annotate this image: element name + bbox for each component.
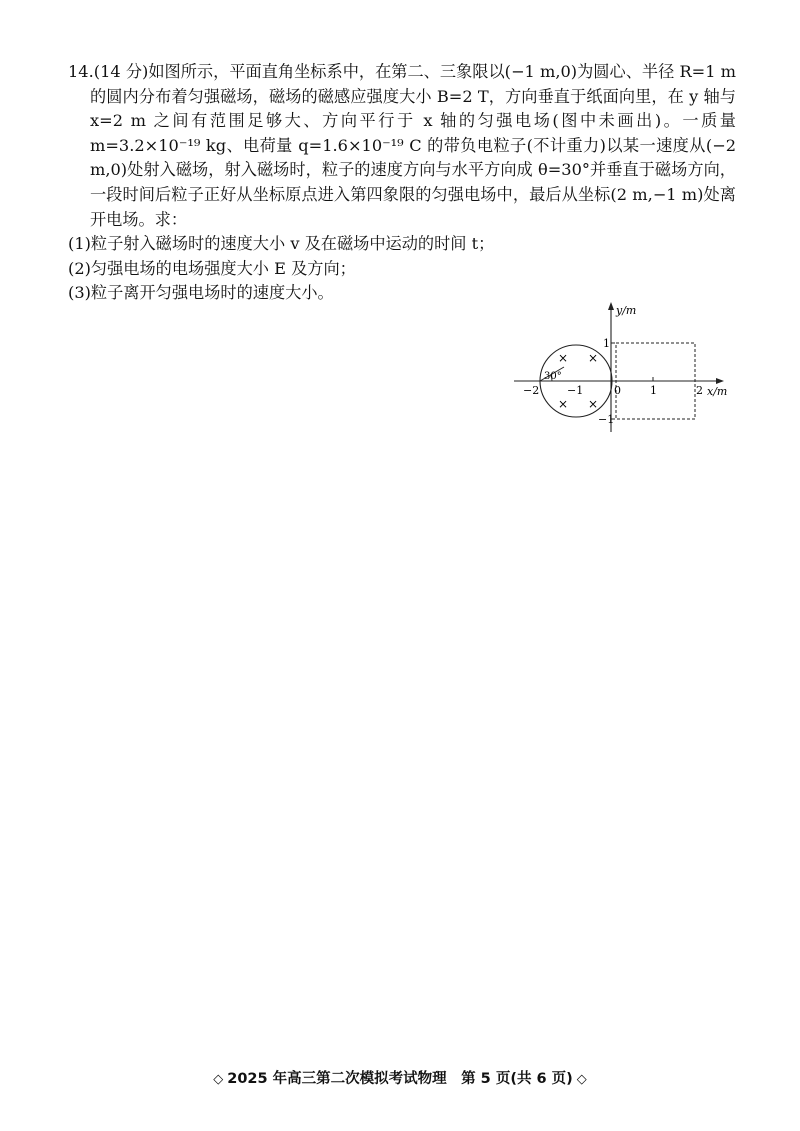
angle-label: 30°: [544, 371, 562, 382]
y-tick-label-1: 1: [603, 337, 610, 350]
problem-stem: [68, 60, 736, 232]
diamond-icon: ◇: [576, 1072, 587, 1087]
field-into-page-mark: ×: [558, 397, 569, 411]
problem-14: [68, 60, 736, 306]
coordinate-figure: [510, 300, 740, 435]
field-into-page-mark: ×: [588, 397, 599, 411]
figure-svg: [510, 300, 740, 435]
x-tick-label-2: 2: [696, 384, 703, 397]
x-axis-arrow-icon: [716, 378, 724, 384]
x-tick-label-neg1: −1: [567, 384, 584, 397]
question-3: (3)粒子离开匀强电场时的速度大小。: [68, 283, 334, 303]
footer-text: 2025 年高三第二次模拟考试物理 第 5 页(共 6 页): [227, 1071, 573, 1087]
field-into-page-mark: ×: [558, 351, 569, 365]
problem-number: 14.: [68, 62, 94, 81]
diamond-icon: ◇: [213, 1072, 224, 1087]
page-footer: [0, 1067, 800, 1088]
question-1: (1)粒子射入磁场时的速度大小 v 及在磁场中运动的时间 t；: [68, 234, 495, 254]
origin-label: 0: [614, 384, 621, 397]
x-tick-label-1: 1: [650, 384, 657, 397]
y-tick-label-neg1: −1: [598, 413, 615, 426]
problem-stem-text: (14 分)如图所示，平面直角坐标系中，在第二、三象限以(−1 m,0)为圆心、半径 R=1 m 的圆内分布着匀强磁场，磁场的磁感应强度大小 B=2 T，方向垂直于纸面向里，在 y 轴与 x=2 m 之间有范围足够大、方向平行于 x 轴的匀强电场(图中未画出)。一质量 m=3.2×10⁻¹⁹ kg、电荷量 q=1.6×10⁻¹⁹ C 的带负电粒子(不计重力)以某一速度从(−2 m,0)处射入磁场，射入磁场时，粒子的速度方向与水平方向成 θ=30°并垂直于磁场方向，一段时间后粒子正好从坐标原点进入第四象限的匀强电场中，最后从坐标(2 m,−1 m)处离开电场。求：: [90, 62, 736, 229]
x-axis-label: x/m: [707, 385, 728, 398]
field-into-page-mark: ×: [588, 351, 599, 365]
x-tick-label-neg2: −2: [523, 384, 540, 397]
question-2: (2)匀强电场的电场强度大小 E 及方向；: [68, 258, 356, 278]
y-axis-label: y/m: [616, 304, 637, 317]
y-axis-arrow-icon: [608, 302, 614, 310]
